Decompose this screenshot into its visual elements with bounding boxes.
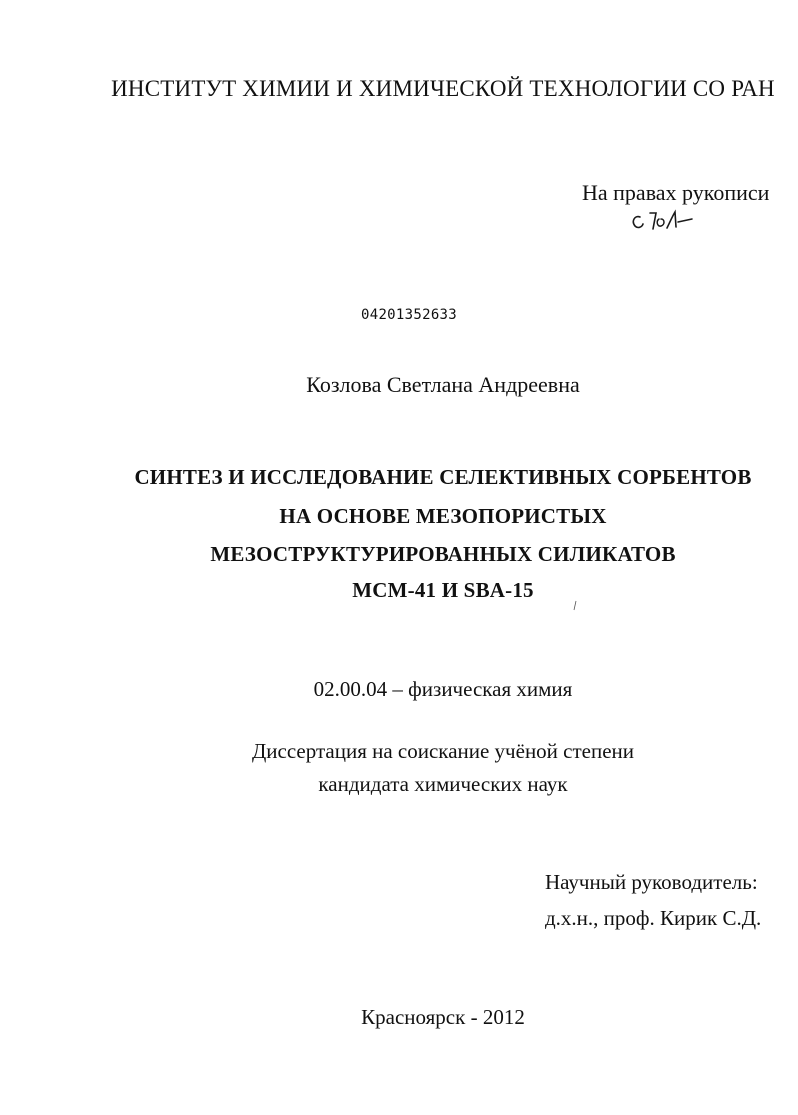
supervisor-label: Научный руководитель: [545,870,758,894]
title-line-1: СИНТЕЗ И ИССЛЕДОВАНИЕ СЕЛЕКТИВНЫХ СОРБЕНТОВ [134,465,752,489]
specialty-code: 02.00.04 – физическая химия [313,677,573,701]
title-line-2: НА ОСНОВЕ МЕЗОПОРИСТЫХ [279,504,607,528]
institute-heading: ИНСТИТУТ ХИМИИ И ХИМИЧЕСКОЙ ТЕХНОЛОГИИ СО РАН [111,76,775,101]
title-line-4: МСМ-41 И SBA-15 [352,578,534,602]
handwritten-signature [626,207,706,235]
city-year: Красноярск - 2012 [361,1005,525,1029]
catalog-number: 04201352633 [361,307,458,323]
degree-line-2: кандидата химических наук [318,772,568,796]
title-line-3: МЕЗОСТРУКТУРИРОВАННЫХ СИЛИКАТОВ [210,542,676,566]
scan-speck [572,600,578,612]
manuscript-rights-note: На правах рукописи [582,180,770,205]
author-name: Козлова Светлана Андреевна [306,372,580,397]
degree-line-1: Диссертация на соискание учёной степени [251,739,635,763]
supervisor-name: д.х.н., проф. Кирик С.Д. [545,906,762,930]
